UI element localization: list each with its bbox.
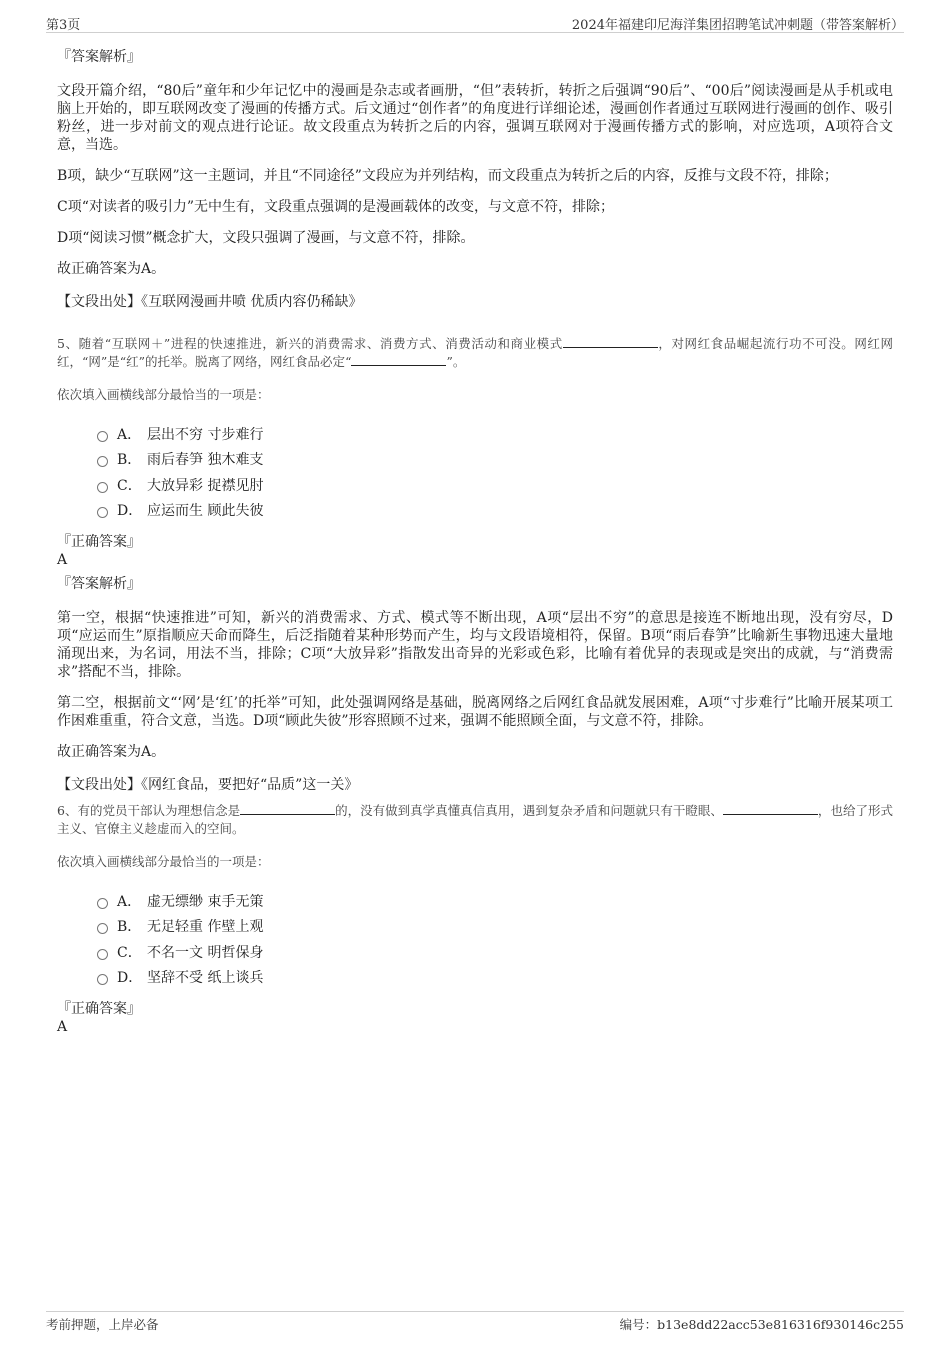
analysis-paragraph: 第一空，根据“快速推进”可知，新兴的消费需求、方式、模式等不断出现，A项“层出不穷”的意思是接连不断地出现，没有穷尽，D项“应运而生”原指顺应天命而降生，后泛指随着某种形势而产生，均与文段语境相符，保留。B项“雨后春笋”比喻新生事物迅速大量地涌现出来，为名词，用法不当，排除；C项“大放异彩”指散发出奇异的光彩或色彩，比喻有着优异的表现或是突出的成就，与“消费需求”搭配不当，排除。	[57, 610, 893, 680]
radio-icon[interactable]	[97, 507, 108, 518]
radio-icon[interactable]	[97, 898, 108, 909]
question-stem	[57, 335, 893, 371]
radio-icon[interactable]	[97, 456, 108, 467]
page-number: 第3页	[46, 18, 81, 33]
option-b[interactable]: B． 无足轻重 作壁上观	[97, 914, 893, 940]
question-text: ，对网红食品崛起流行功不可没。网红网红，“网”是“红”的托举。脱离了网络，网红食品必定“	[57, 336, 893, 369]
question-text: 5、随着“互联网＋”进程的快速推进，新兴的消费需求、消费方式、消费活动和商业模式	[57, 336, 563, 351]
option-d[interactable]: D． 应运而生 顾此失彼	[97, 498, 893, 524]
analysis-conclusion: 故正确答案为A。	[57, 261, 166, 277]
radio-icon[interactable]	[97, 482, 108, 493]
analysis-paragraph: 第二空，根据前文“‘网’是‘红’的托举”可知，此处强调网络是基础，脱离网络之后网红食品就发展困难，A项“寸步难行”比喻开展某项工作困难重重，符合文意，当选。D项“顾此失彼”形容照顾不过来，强调不能照顾全面，与文意不符，排除。	[57, 695, 893, 729]
option-a[interactable]: A． 层出不穷 寸步难行	[97, 421, 893, 447]
fill-blank	[351, 353, 446, 366]
page-header	[46, 12, 904, 33]
answer-label: 『正确答案』	[57, 534, 141, 550]
option-d[interactable]: D． 坚辞不受 纸上谈兵	[97, 965, 893, 991]
question-text: 的，没有做到真学真懂真信真用，遇到复杂矛盾和问题就只有干瞪眼、	[335, 803, 723, 818]
page-content	[57, 46, 893, 1040]
option-a[interactable]: A． 虚无缥缈 束手无策	[97, 888, 893, 914]
question-prompt: 依次填入画横线部分最恰当的一项是：	[57, 387, 270, 402]
passage-source: 【文段出处】《网红食品，要把好“品质”这一关》	[57, 777, 359, 793]
document-title: 2024年福建印尼海洋集团招聘笔试冲刺题（带答案解析）	[571, 18, 904, 33]
question-text: ”。	[446, 354, 466, 369]
radio-icon[interactable]	[97, 949, 108, 960]
document-id: 编号：b13e8dd22acc53e816316f930146c255	[619, 1317, 904, 1332]
passage-source: 【文段出处】《互联网漫画井喷 优质内容仍稀缺》	[57, 294, 363, 310]
radio-icon[interactable]	[97, 974, 108, 985]
option-b[interactable]: B． 雨后春笋 独木难支	[97, 447, 893, 473]
option-c[interactable]: C． 不名一文 明哲保身	[97, 939, 893, 965]
page-footer	[46, 1311, 904, 1334]
question-text: 6、有的党员干部认为理想信念是	[57, 803, 241, 818]
analysis-paragraph: 文段开篇介绍，“80后”童年和少年记忆中的漫画是杂志或者画册，“但”表转折，转折之后强调“90后”、“00后”阅读漫画是从手机或电脑上开始的，即互联网改变了漫画的传播方式。后文通过“创作者”的角度进行详细论述，漫画创作者通过互联网进行漫画的创作、吸引粉丝，进一步对前文的观点进行论证。故文段重点为转折之后的内容，强调互联网对于漫画传播方式的影响，对应选项，A项符合文意，当选。	[57, 83, 893, 153]
answer-value: A	[57, 552, 68, 568]
radio-icon[interactable]	[97, 431, 108, 442]
question-prompt: 依次填入画横线部分最恰当的一项是：	[57, 854, 270, 869]
analysis-paragraph: C项“对读者的吸引力”无中生有，文段重点强调的是漫画载体的改变，与文意不符，排除；	[57, 199, 615, 215]
fill-blank	[723, 802, 818, 815]
fill-blank	[240, 802, 335, 815]
answer-label: 『正确答案』	[57, 1001, 141, 1017]
fill-blank	[563, 335, 658, 348]
options-list	[97, 421, 893, 523]
analysis-paragraph: D项“阅读习惯”概念扩大，文段只强调了漫画，与文意不符，排除。	[57, 230, 475, 246]
radio-icon[interactable]	[97, 923, 108, 934]
answer-value: A	[57, 1019, 68, 1035]
question-stem	[57, 802, 893, 838]
options-list	[97, 888, 893, 990]
footer-slogan: 考前押题，上岸必备	[46, 1317, 159, 1332]
analysis-paragraph: B项，缺少“互联网”这一主题词，并且“不同途径”文段应为并列结构，而文段重点为转折之后的内容，反推与文段不符，排除；	[57, 168, 838, 184]
analysis-conclusion: 故正确答案为A。	[57, 744, 166, 760]
question-text: ，也给了形式主义、官僚主义趁虚而入的空间。	[57, 803, 893, 836]
analysis-label: 『答案解析』	[57, 49, 141, 65]
analysis-label: 『答案解析』	[57, 576, 141, 592]
option-c[interactable]: C． 大放异彩 捉襟见肘	[97, 472, 893, 498]
